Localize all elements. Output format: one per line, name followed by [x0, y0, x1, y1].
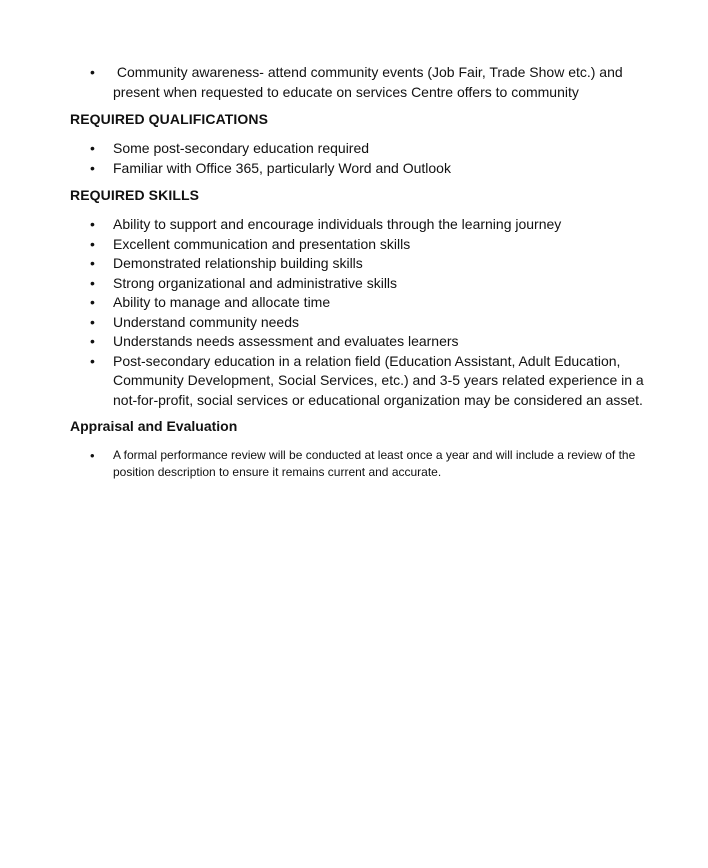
- list-item: [70, 139, 645, 159]
- list-item-text: Excellent communication and presentation skills: [113, 235, 411, 252]
- list-item: [70, 159, 645, 179]
- list-item: [70, 447, 645, 481]
- list-item-text: Ability to manage and allocate time: [113, 294, 331, 310]
- list-item: [70, 332, 645, 352]
- bullet-icon: •: [90, 352, 95, 369]
- qualifications-heading: REQUIRED QUALIFICATIONS: [70, 111, 269, 127]
- list-item-text: Ability to support and encourage individuals through the learning journey: [113, 216, 562, 232]
- appraisal-list: [70, 447, 645, 481]
- bullet-icon: •: [90, 448, 95, 463]
- list-item: [70, 293, 645, 313]
- list-item-text: Post-secondary education in a relation field (Education Assistant, Adult Education, Community Development, Social Services, etc.) and 3-5 years related experience in a not-for-profit, social services or educational organization may be considered an asset.: [113, 352, 644, 408]
- bullet-icon: •: [90, 313, 95, 330]
- bullet-icon: •: [90, 274, 95, 291]
- list-item: [70, 352, 645, 411]
- bullet-icon: •: [90, 216, 95, 232]
- bullet-icon: •: [90, 255, 95, 271]
- list-item-text: Understands needs assessment and evaluates learners: [113, 333, 459, 349]
- qualifications-list: [70, 139, 645, 178]
- bullet-icon: •: [90, 159, 95, 176]
- list-item: [70, 215, 645, 235]
- appraisal-heading: Appraisal and Evaluation: [70, 418, 238, 434]
- list-item-text: Familiar with Office 365, particularly Word and Outlook: [113, 159, 451, 176]
- list-item-text: Strong organizational and administrative skills: [113, 274, 398, 291]
- bullet-icon: •: [90, 64, 95, 80]
- list-item: [70, 235, 645, 255]
- list-item: [70, 313, 645, 333]
- list-item: [70, 274, 645, 294]
- list-item-text: Community awareness- attend community events (Job Fair, Trade Show etc.) and present when requested to educate on services Centre offers to community: [113, 64, 627, 100]
- list-item: [70, 63, 645, 102]
- list-item-text: Demonstrated relationship building skills: [113, 255, 363, 271]
- skills-list: [70, 215, 645, 410]
- list-item-text: Some post-secondary education required: [113, 140, 370, 156]
- bullet-icon: •: [90, 235, 95, 252]
- intro-bullet-list: [70, 63, 645, 102]
- bullet-icon: •: [90, 333, 95, 349]
- list-item: [70, 254, 645, 274]
- document-body: [70, 63, 645, 481]
- skills-heading: REQUIRED SKILLS: [70, 187, 200, 203]
- list-item-text: Understand community needs: [113, 313, 299, 330]
- bullet-icon: •: [90, 294, 95, 310]
- bullet-icon: •: [90, 140, 95, 156]
- list-item-text: A formal performance review will be conducted at least once a year and will include a review of the position description to ensure it remains current and accurate.: [113, 448, 636, 479]
